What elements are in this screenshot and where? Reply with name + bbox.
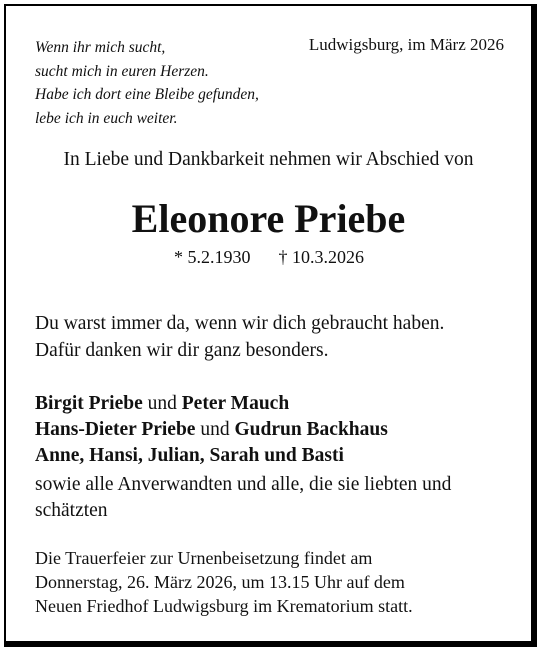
death-date: † 10.3.2026 (278, 247, 364, 267)
mourner-joiner: und (142, 393, 182, 414)
mourner-line (35, 443, 388, 469)
personal-message (35, 310, 444, 364)
farewell-intro: In Liebe und Dankbarkeit nehmen wir Abschied von (63, 149, 474, 170)
mourner-joiner: und (195, 419, 235, 440)
mourner-name: Peter Mauch (181, 393, 290, 414)
funeral-info (35, 546, 413, 618)
mourner-name: Birgit Priebe (35, 393, 143, 414)
life-dates (174, 247, 364, 268)
message-line: Dafür danken wir dir ganz besonders. (35, 340, 329, 361)
memorial-poem (35, 36, 259, 130)
message-line: Du warst immer da, wenn wir dich gebraucht haben. (35, 313, 445, 334)
place-date-line: Ludwigsburg, im März 2026 (308, 35, 504, 54)
obituary-notice (4, 4, 537, 647)
deceased-name: Eleonore Priebe (131, 196, 406, 241)
birth-date: * 5.2.1930 (174, 247, 251, 267)
closing-line: sowie alle Anverwandten und alle, die sie liebten und schätzten (35, 474, 452, 521)
funeral-line: Donnerstag, 26. März 2026, um 13.15 Uhr auf dem (35, 572, 405, 592)
mourner-line (35, 417, 388, 443)
mourner-name: Hans-Dieter Priebe (35, 419, 196, 440)
funeral-line: Die Trauerfeier zur Urnenbeisetzung findet am (35, 548, 373, 568)
mourner-line (35, 391, 388, 417)
poem-line: sucht mich in euren Herzen. (35, 62, 209, 80)
funeral-line: Neuen Friedhof Ludwigsburg im Krematorium statt. (35, 596, 413, 616)
poem-line: lebe ich in euch weiter. (35, 109, 178, 127)
mourner-name: Anne, Hansi, Julian, Sarah und Basti (35, 445, 344, 466)
poem-line: Habe ich dort eine Bleibe gefunden, (35, 86, 259, 103)
mourner-name: Gudrun Backhaus (234, 419, 388, 440)
poem-line: Wenn ihr mich sucht, (35, 39, 166, 56)
mourners-list (35, 391, 388, 469)
